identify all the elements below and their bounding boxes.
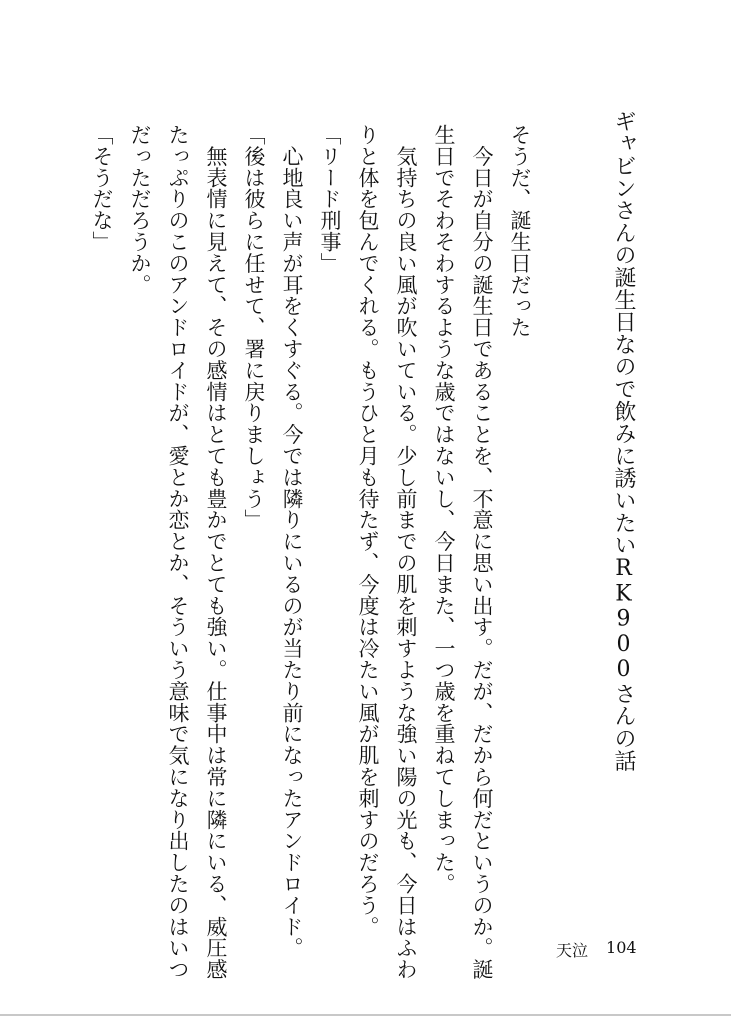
text-line-3: 生日でそわそわするような歳ではないし、今日また、一つ歳を重ねてしまった。 xyxy=(432,124,456,895)
text-line-12: 「そうだな」 xyxy=(90,124,114,253)
page-footer xyxy=(556,938,637,961)
chapter-title: ギャビンさんの誕生日なので飲みに誘いたいRK900さんの話 xyxy=(611,110,636,772)
text-line-1: そうだ、誕生日だった xyxy=(508,124,532,338)
text-line-6: 「リード刑事」 xyxy=(318,124,342,274)
text-line-2: 今日が自分の誕生日であることを、不意に思い出す。だが、だから何だというのか。誕 xyxy=(470,124,494,980)
text-line-10: たっぷりのこのアンドロイドが、愛とか恋とか、そういう意味で気になり出したのはいつ xyxy=(166,124,190,980)
text-line-8: 「後は彼らに任せて、署に戻りましょう」 xyxy=(242,124,266,531)
page-number: 104 xyxy=(606,938,637,957)
text-line-4: 気持ちの良い風が吹いている。少し前までの肌を刺すような強い陽の光も、今日はふわ xyxy=(394,124,418,980)
bottom-divider xyxy=(0,1014,731,1016)
text-line-7: 心地良い声が耳をくすぐる。今では隣りにいるのが当たり前になったアンドロイド。 xyxy=(280,124,304,959)
text-line-11: だっただろうか。 xyxy=(128,124,152,296)
text-line-9: 無表情に見えて、その感情はとても豊かでとても強い。仕事中は常に隣にいる、威圧感 xyxy=(204,124,228,980)
text-line-5: りと体を包んでくれる。もうひと月も待たず、今度は冷たい風が肌を刺すのだろう。 xyxy=(356,124,380,938)
author-name: 天泣 xyxy=(556,941,589,960)
